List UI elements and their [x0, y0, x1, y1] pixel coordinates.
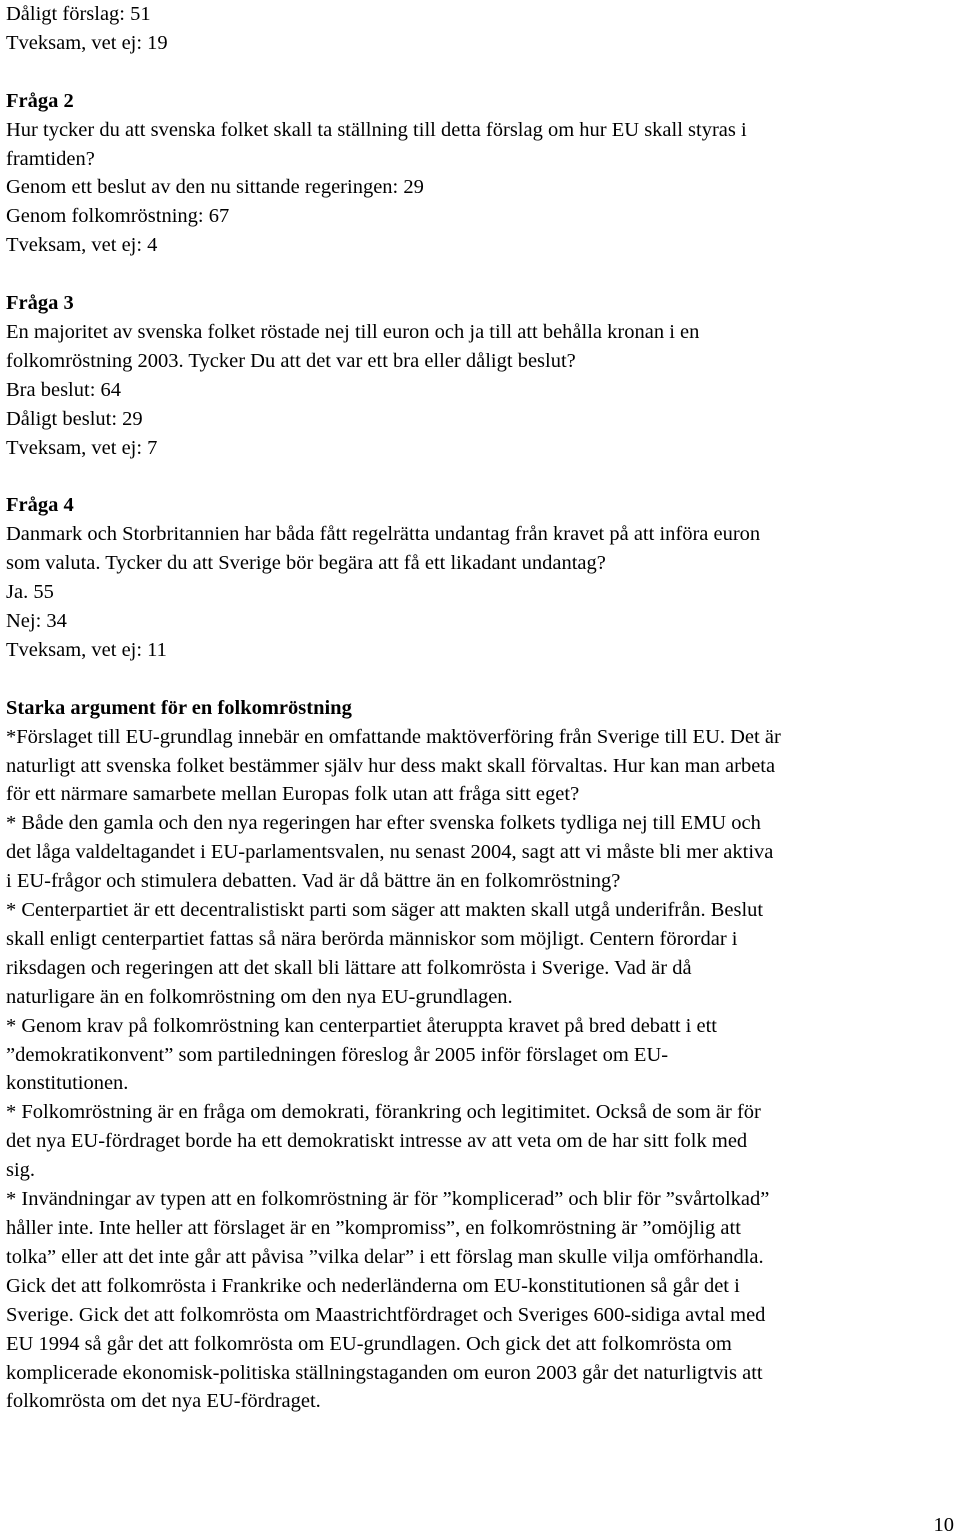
answer-line: Genom ett beslut av den nu sittande regeringen: 29 [6, 176, 424, 199]
answer-line: Dåligt beslut: 29 [6, 407, 143, 430]
argument-line: * Centerpartiet är ett decentralistiskt parti som säger att makten skall utgå underifrån. Beslut [6, 899, 764, 922]
argument-line: * Både den gamla och den nya regeringen har efter svenska folkets tydliga nej till EMU och [6, 812, 761, 835]
argument-text [6, 723, 956, 1417]
argument-line: håller inte. Inte heller att förslaget är en ”kompromiss”, en folkomröstning är ”omöjlig att [6, 1217, 741, 1239]
answer-line: Dåligt förslag: 51 [6, 3, 151, 25]
argument-line: komplicerade ekonomisk-politiska ställningstaganden om euron 2003 går det naturligtvis att [6, 1361, 763, 1384]
answer-line: Tveksam, vet ej: 11 [6, 638, 167, 661]
page-number: 10 [933, 1514, 954, 1536]
question-text: Hur tycker du att svenska folket skall ta ställning till detta förslag om hur EU skall styras i [6, 118, 747, 141]
argument-line: Gick det att folkomrösta i Frankrike och nederländerna om EU-konstitutionen så går det i [6, 1274, 740, 1297]
argument-line: i EU-frågor och stimulera debatten. Vad är då bättre än en folkomröstning? [6, 870, 621, 893]
section-heading: Starka argument för en folkomröstning [6, 696, 352, 719]
argument-line: konstitutionen. [6, 1072, 129, 1095]
argument-line: folkomrösta om det nya EU-fördraget. [6, 1390, 321, 1413]
argument-line: sig. [6, 1159, 36, 1182]
argument-line: det nya EU-fördraget borde ha ett demokratiskt intresse av att veta om de har sitt folk med [6, 1130, 748, 1153]
argument-line: * Folkomröstning är en fråga om demokrati, förankring och legitimitet. Också de som är för [6, 1101, 761, 1124]
answer-line: Tveksam, vet ej: 4 [6, 234, 158, 257]
spacer [6, 462, 956, 491]
question-heading: Fråga 4 [6, 494, 74, 517]
argument-line: naturligt att svenska folket bestämmer själv hur dess makt skall förvaltas. Hur kan man arbeta [6, 754, 776, 777]
spacer [6, 260, 956, 289]
answer-line: Bra beslut: 64 [6, 378, 122, 401]
argument-line: tolka” eller att det inte går att påvisa ”vilka delar” i ett förslag man skulle vilja omförhandla. [6, 1245, 764, 1268]
answer-line: Ja. 55 [6, 581, 54, 604]
argument-line: * Genom krav på folkomröstning kan centerpartiet återuppta kravet på bred debatt i ett [6, 1014, 717, 1037]
answer-line: Tveksam, vet ej: 19 [6, 31, 168, 54]
document-page [6, 0, 956, 1416]
question-text: folkomröstning 2003. Tycker Du att det var ett bra eller dåligt beslut? [6, 349, 576, 372]
answer-line: Nej: 34 [6, 609, 67, 632]
question-text: En majoritet av svenska folket röstade nej till euron och ja till att behålla kronan i en [6, 320, 700, 343]
answer-line: Genom folkomröstning: 67 [6, 205, 230, 228]
spacer [6, 665, 956, 694]
argument-line: skall enligt centerpartiet fattas så nära berörda människor som möjligt. Centern förordar i [6, 927, 738, 950]
spacer [6, 58, 956, 87]
argument-line: * Invändningar av typen att en folkomröstning är för ”komplicerad” och blir för ”svårtolkad” [6, 1188, 770, 1211]
question-text: som valuta. Tycker du att Sverige bör begära att få ett likadant undantag? [6, 552, 606, 575]
argument-line: riksdagen och regeringen att det skall bli lättare att folkomrösta i Sverige. Vad är då [6, 956, 692, 979]
argument-line: ”demokratikonvent” som partiledningen föreslog år 2005 inför förslaget om EU- [6, 1043, 669, 1066]
question-heading: Fråga 2 [6, 89, 74, 112]
question-heading: Fråga 3 [6, 292, 74, 315]
argument-line: det låga valdeltagandet i EU-parlamentsvalen, nu senast 2004, sagt att vi måste bli mer aktiva [6, 841, 774, 864]
argument-line: naturligare än en folkomröstning om den nya EU-grundlagen. [6, 985, 513, 1008]
argument-line: för ett närmare samarbete mellan Europas folk utan att fråga sitt eget? [6, 783, 580, 806]
argument-line: Sverige. Gick det att folkomrösta om Maastrichtfördraget och Sveriges 600-sidiga avtal med [6, 1303, 766, 1326]
argument-line: EU 1994 så går det att folkomrösta om EU-grundlagen. Och gick det att folkomrösta om [6, 1332, 732, 1355]
answer-line: Tveksam, vet ej: 7 [6, 436, 158, 459]
question-text: Danmark och Storbritannien har båda fått regelrätta undantag från kravet på att införa euron [6, 523, 761, 546]
argument-line: *Förslaget till EU-grundlag innebär en omfattande maktöverföring från Sverige till EU. Det är [6, 725, 781, 748]
question-text: framtiden? [6, 147, 95, 170]
